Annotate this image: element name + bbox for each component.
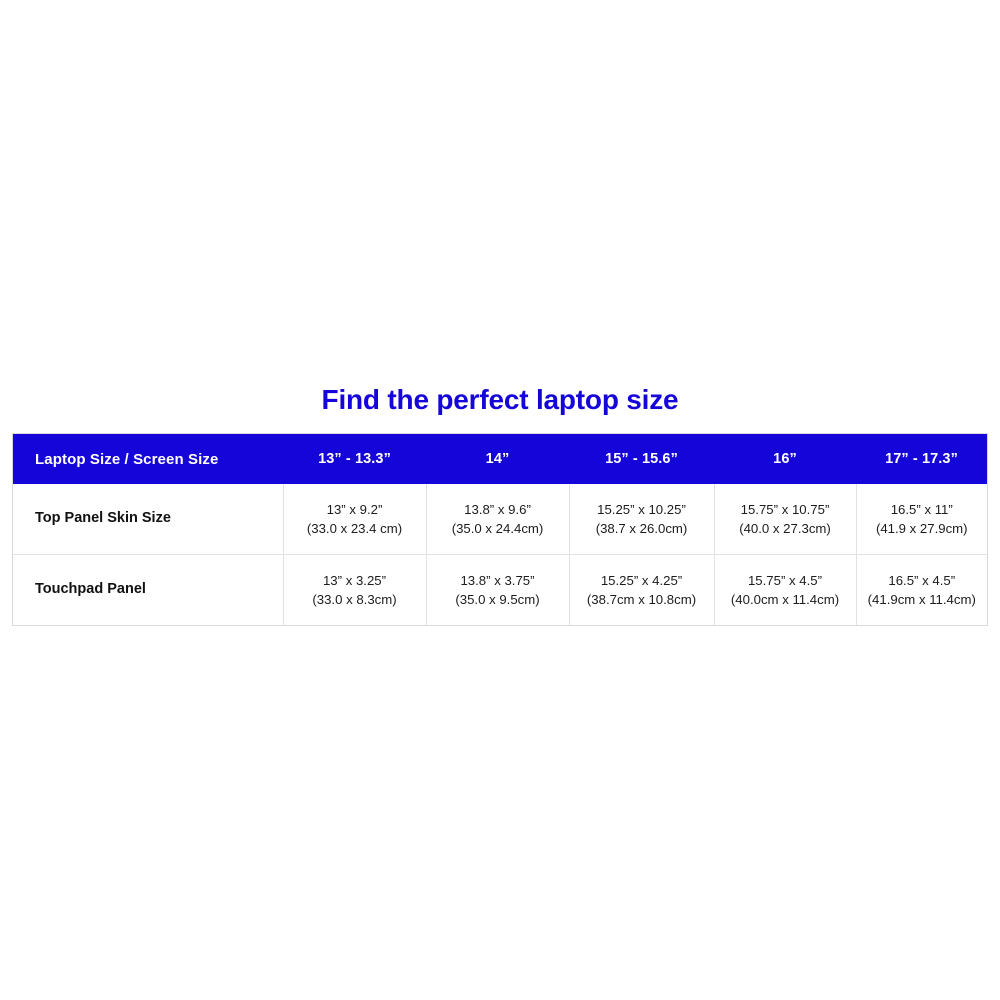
cell-touchpad-17: [856, 555, 987, 626]
column-header-16: 16”: [714, 434, 856, 484]
cell-top-panel-16: [714, 484, 856, 555]
cell-metric: (33.0 x 23.4 cm): [306, 521, 403, 536]
cell-inches: 15.75” x 10.75”: [740, 501, 830, 517]
table-row: [13, 484, 987, 555]
cell-metric: (35.0 x 24.4cm): [451, 521, 544, 536]
row-label-touchpad-panel: Touchpad Panel: [35, 581, 146, 598]
cell-touchpad-13: [283, 555, 426, 626]
laptop-size-table-container: [12, 433, 988, 626]
column-header-14: 14”: [426, 434, 569, 484]
cell-inches: 13” x 9.2”: [326, 501, 383, 517]
table-header: [13, 434, 987, 484]
cell-top-panel-14: [426, 484, 569, 555]
laptop-size-table: [13, 434, 987, 625]
cell-touchpad-14: [426, 555, 569, 626]
cell-inches: 16.5” x 4.5”: [888, 572, 956, 588]
cell-metric: (35.0 x 9.5cm): [455, 592, 540, 607]
table-header-row: [13, 434, 987, 484]
cell-touchpad-16: [714, 555, 856, 626]
cell-inches: 13.8” x 9.6”: [464, 501, 531, 517]
cell-top-panel-17: [856, 484, 987, 555]
cell-metric: (33.0 x 8.3cm): [312, 592, 397, 607]
column-header-17: 17” - 17.3”: [856, 434, 987, 484]
cell-inches: 13.8” x 3.75”: [460, 572, 535, 588]
cell-metric: (40.0cm x 11.4cm): [730, 592, 840, 607]
cell-metric: (41.9 x 27.9cm): [875, 521, 968, 536]
cell-metric: (38.7 x 26.0cm): [595, 521, 688, 536]
column-header-13: 13” - 13.3”: [283, 434, 426, 484]
column-header-15: 15” - 15.6”: [569, 434, 714, 484]
cell-top-panel-15: [569, 484, 714, 555]
cell-metric: (38.7cm x 10.8cm): [586, 592, 697, 607]
row-label-top-panel: Top Panel Skin Size: [13, 484, 283, 555]
table-row: [13, 555, 987, 626]
column-header-row-label: Laptop Size / Screen Size: [13, 434, 283, 484]
table-body: [13, 484, 987, 625]
cell-inches: 13” x 3.25”: [322, 572, 387, 588]
cell-inches: 16.5” x 11”: [890, 501, 953, 517]
cell-inches: 15.25” x 10.25”: [597, 501, 686, 517]
cell-metric: (41.9cm x 11.4cm): [867, 592, 976, 607]
cell-touchpad-15: [569, 555, 714, 626]
page-title: Find the perfect laptop size: [321, 384, 679, 415]
cell-inches: 15.25” x 4.25”: [600, 572, 683, 588]
cell-inches: 15.75” x 4.5”: [747, 572, 823, 588]
cell-metric: (40.0 x 27.3cm): [739, 521, 831, 536]
cell-top-panel-13: [283, 484, 426, 555]
